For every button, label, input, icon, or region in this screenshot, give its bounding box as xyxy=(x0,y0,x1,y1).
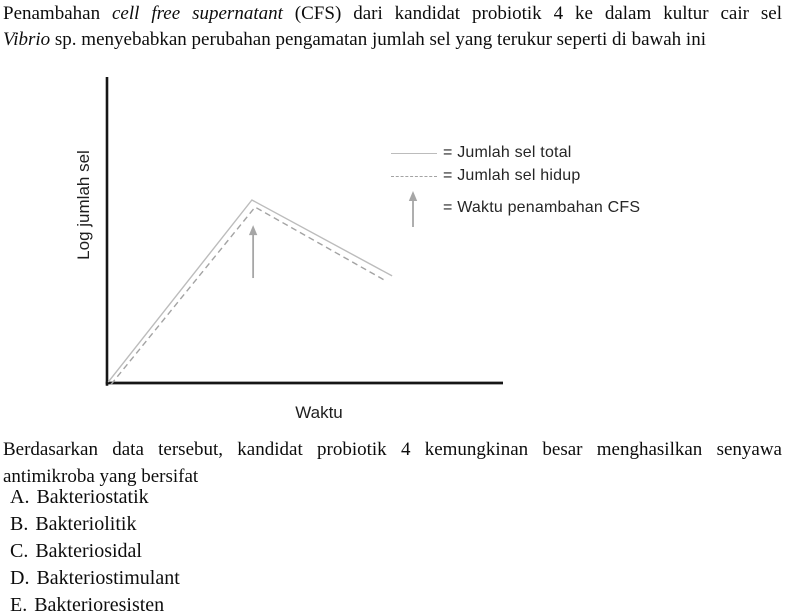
legend-label-cfs: = Waktu penambahan CFS xyxy=(443,199,641,216)
legend-dashed-line-marker xyxy=(391,176,437,177)
intro-italic-vibrio: Vibrio xyxy=(3,29,51,50)
intro-line-2 xyxy=(3,27,782,53)
intro-italic-cfs: cell free supernatant xyxy=(112,3,283,24)
intro-text-post-2: sp. menyebabkan perubahan pengamatan jumlah sel yang terukur seperti di bawah ini xyxy=(50,29,706,50)
legend-label-total: = Jumlah sel total xyxy=(443,144,572,161)
option-d xyxy=(10,565,180,592)
y-axis-label: Log jumlah sel xyxy=(74,150,93,260)
series-line-dashed xyxy=(111,207,386,384)
option-d-label: D. xyxy=(10,567,30,589)
cfs-arrow-head xyxy=(249,225,257,235)
option-d-text: Bakteriostimulant xyxy=(36,567,180,589)
option-a-label: A. xyxy=(10,486,30,508)
prompt-line-2: antimikroba yang bersifat xyxy=(3,466,199,487)
option-e-label: E. xyxy=(10,594,28,615)
question-prompt xyxy=(3,436,782,490)
legend-arrow-head xyxy=(409,191,417,201)
option-a xyxy=(10,484,180,511)
prompt-line-1: Berdasarkan data tersebut, kandidat probiotik 4 kemungkinan besar menghasilkan senyawa xyxy=(3,439,782,460)
series-line-solid xyxy=(108,200,392,382)
answer-options xyxy=(10,484,180,615)
x-axis-label: Waktu xyxy=(295,403,343,422)
legend-solid-line-marker xyxy=(391,153,437,154)
option-e xyxy=(10,592,180,615)
option-b xyxy=(10,511,180,538)
option-b-label: B. xyxy=(10,513,29,535)
option-c-text: Bakteriosidal xyxy=(35,540,142,562)
option-b-text: Bakteriolitik xyxy=(35,513,137,535)
intro-text-pre: Penambahan xyxy=(3,3,112,24)
growth-chart xyxy=(0,70,785,430)
legend-label-hidup: = Jumlah sel hidup xyxy=(443,167,581,184)
question-intro xyxy=(3,1,782,53)
option-e-text: Bakterioresisten xyxy=(34,594,165,615)
chart-canvas xyxy=(0,70,785,430)
intro-line-1 xyxy=(3,1,782,27)
option-c xyxy=(10,538,180,565)
legend-up-arrow-icon xyxy=(405,189,421,229)
option-a-text: Bakteriostatik xyxy=(36,486,149,508)
option-c-label: C. xyxy=(10,540,29,562)
intro-text-post: (CFS) dari kandidat probiotik 4 ke dalam kultur cair sel xyxy=(282,3,782,24)
